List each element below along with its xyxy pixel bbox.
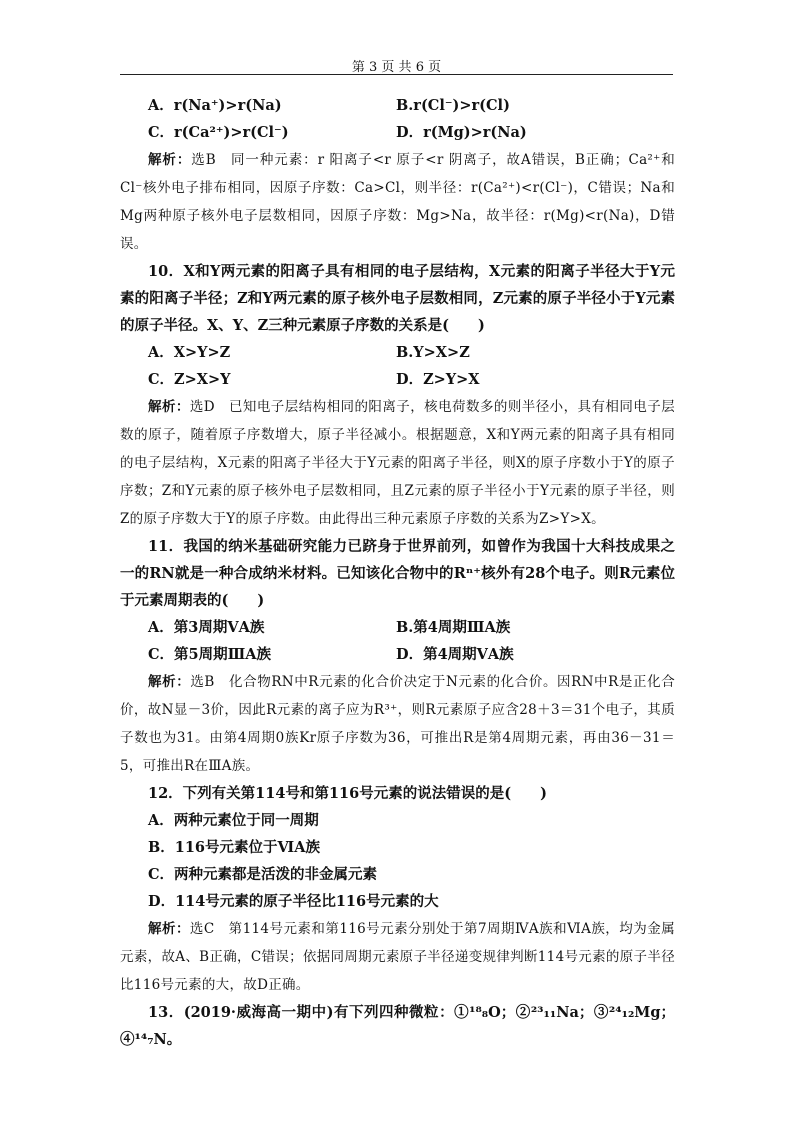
q10-option-b: B.Y>X>Z <box>396 344 470 361</box>
q9-option-d: D．r(Mg)>r(Na) <box>396 124 527 141</box>
q11-options <box>120 614 675 668</box>
q9-option-b: B.r(Cl⁻)>r(Cl) <box>396 97 510 114</box>
q10-analysis <box>120 393 675 533</box>
q11-analysis <box>120 668 675 780</box>
q10-stem: 10．X和Y两元素的阳离子具有相同的电子层结构，X元素的阳离子半径大于Y元素的阳离子半径；Z和Y两元素的原子核外电子层数相同，Z元素的原子半径小于Y元素的原子半径。X、Y、Z三种元素原子序数的关系是( ) <box>120 263 675 334</box>
header-rule <box>120 74 673 75</box>
q9-analysis <box>120 146 675 258</box>
q10-options <box>120 339 675 393</box>
q12-option-b: B．116号元素位于ⅥA族 <box>148 839 320 856</box>
q9-options <box>120 92 675 146</box>
q11-option-c: C．第5周期ⅢA族 <box>148 646 272 663</box>
document-body <box>120 92 675 1053</box>
q9-option-c: C．r(Ca²⁺)>r(Cl⁻) <box>148 124 289 141</box>
q10-analysis-text: 选D 已知电子层结构相同的阳离子，核电荷数多的则半径小，具有相同电子层数的原子，随着原子序数增大，原子半径减小。根据题意，X和Y两元素的阳离子具有相同的电子层结构，X元素的阳离子半径大于Y元素的阳离子半径，则X的原子序数小于Y的原子序数；Z和Y元素的原子核外电子层数相同，且Z元素的原子半径小于Y元素的原子半径，则Z的原子序数大于Y的原子序数。由此得出三种元素原子序数的关系为Z>Y>X。 <box>120 399 675 527</box>
q12-analysis-text: 选C 第114号元素和第116号元素分别处于第7周期ⅣA族和ⅥA族，均为金属元素，故A、B正确，C错误；依据同周期元素原子半径递变规律判断114号元素的原子半径比116号元素的大，故D正确。 <box>120 921 675 993</box>
q12-option-d: D．114号元素的原子半径比116号元素的大 <box>148 893 439 910</box>
q12-analysis <box>120 915 675 999</box>
q10-analysis-label: 解析： <box>148 399 190 415</box>
q11-option-a: A．第3周期ⅤA族 <box>148 619 265 636</box>
page-header: 第 3 页 共 6 页 <box>351 60 442 75</box>
q11-option-d: D．第4周期ⅤA族 <box>396 646 514 663</box>
q11-stem: 11．我国的纳米基础研究能力已跻身于世界前列，如曾作为我国十大科技成果之一的RN就是一种合成纳米材料。已知该化合物中的Rⁿ⁺核外有28个电子。则R元素位于元素周期表的( ) <box>120 538 675 609</box>
q9-analysis-text: 选B 同一种元素：r 阳离子<r 原子<r 阴离子，故A错误，B正确；Ca²⁺和Cl⁻核外电子排布相同，因原子序数：Ca>Cl，则半径：r(Ca²⁺)<r(Cl⁻)，C错误；Na和Mg两种原子核外电子层数相同，因原子序数：Mg>Na，故半径：r(Mg)<r(Na)，D错误。 <box>120 152 675 252</box>
q13-stem: 13．(2019·威海高一期中)有下列四种微粒：①¹⁸₈O；②²³₁₁Na；③²⁴₁₂Mg；④¹⁴₇N。 <box>120 1004 675 1048</box>
q11-analysis-label: 解析： <box>148 674 191 690</box>
q11-analysis-text: 选B 化合物RN中R元素的化合价决定于N元素的化合价。因RN中R是正化合价，故N显－3价，因此R元素的离子应为R³⁺，则R元素原子应含28＋3＝31个电子，其质子数也为31。由第4周期0族Kr原子序数为36，可推出R是第4周期元素，再由36－31＝5，可推出R在ⅢA族。 <box>120 674 675 774</box>
q12-stem: 12．下列有关第114号和第116号元素的说法错误的是( ) <box>148 785 547 802</box>
q10-option-d: D．Z>Y>X <box>396 371 480 388</box>
q12-options <box>120 807 675 915</box>
q12-analysis-label: 解析： <box>148 921 190 937</box>
q10-option-c: C．Z>X>Y <box>148 371 231 388</box>
q11-option-b: B.第4周期ⅢA族 <box>396 619 511 636</box>
q10-option-a: A．X>Y>Z <box>148 344 231 361</box>
q9-analysis-label: 解析： <box>148 152 192 168</box>
q12-option-c: C．两种元素都是活泼的非金属元素 <box>148 866 378 883</box>
q9-option-a: A．r(Na⁺)>r(Na) <box>148 97 282 114</box>
q12-option-a: A．两种元素位于同一周期 <box>148 812 319 829</box>
